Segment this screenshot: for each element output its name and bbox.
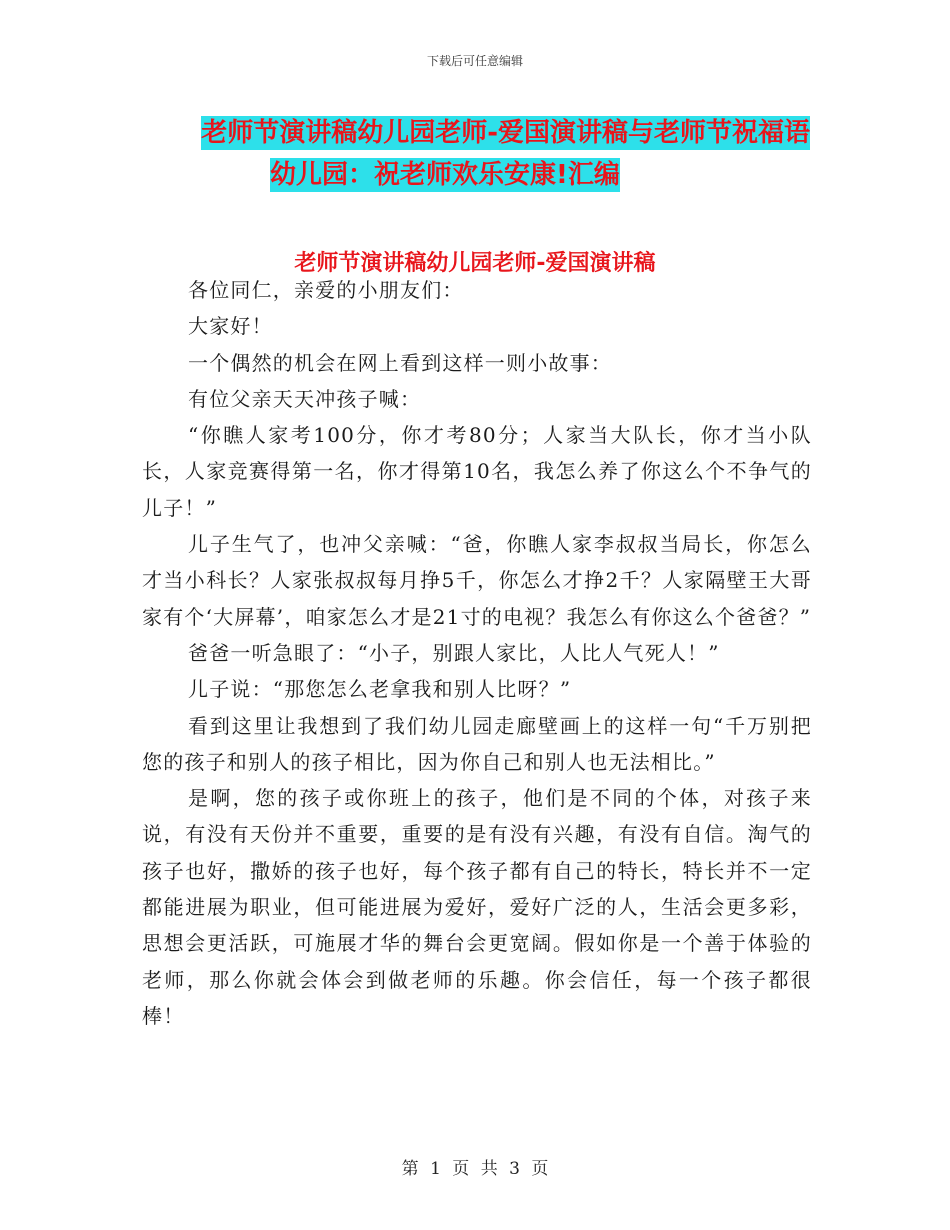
paragraph: 是啊，您的孩子或你班上的孩子，他们是不同的个体，对孩子来说，有没有天份并不重要，重要的是有没有兴趣，有没有自信。淘气的孩子也好，撒娇的孩子也好，每个孩子都有自己的特长，特长并不一定都能进展为职业，但可能进展为爱好，爱好广泛的人，生活会更多彩，思想会更活跃，可施展才华的舞台会更宽阔。假如你是一个善于体验的老师，那么你就会体会到做老师的乐趣。你会信任，每一个孩子都很棒！ [142,786,812,1028]
document-title [140,112,840,196]
paragraph: 儿子说：“那您怎么老拿我和别人比呀？” [188,677,572,702]
paragraph: 看到这里让我想到了我们幼儿园走廊壁画上的这样一句“千万别把您的孩子和别人的孩子相比，因为你自己和别人也无法相比。” [142,713,812,774]
title-line-1-text: 老师节演讲稿幼儿园老师-爱国演讲稿与老师节祝福语 [201,118,810,148]
paragraph: 大家好！ [188,314,273,339]
title-line-2 [140,154,840,196]
paragraph: 一个偶然的机会在网上看到这样一则小故事： [188,350,612,375]
page-footer: 第 1 页 共 3 页 [401,1159,549,1179]
title-line-2-text: 幼儿园：祝老师欢乐安康!汇编 [270,160,620,190]
title-line-1 [140,112,840,154]
paragraph: 各位同仁，亲爱的小朋友们： [188,278,464,302]
paragraph: “你瞧人家考100分，你才考80分；人家当大队长，你才当小队长，人家竞赛得第一名，你才得第10名，我怎么养了你这么个不争气的儿子！” [142,423,812,520]
paragraph: 儿子生气了，也冲父亲喊：“爸，你瞧人家李叔叔当局长，你怎么才当小科长？人家张叔叔每月挣5千，你怎么才挣2千？人家隔壁王大哥家有个‘大屏幕’，咱家怎么才是21寸的电视？我怎么有你这么个爸爸？” [142,532,812,629]
section-title: 老师节演讲稿幼儿园老师-爱国演讲稿 [294,251,656,276]
paragraph: 爸爸一听急眼了：“小子，别跟人家比，人比人气死人！” [188,640,720,665]
paragraph: 有位父亲天天冲孩子喊： [188,386,422,411]
body-text [142,272,812,1034]
header-note: 下载后可任意编辑 [426,54,523,68]
